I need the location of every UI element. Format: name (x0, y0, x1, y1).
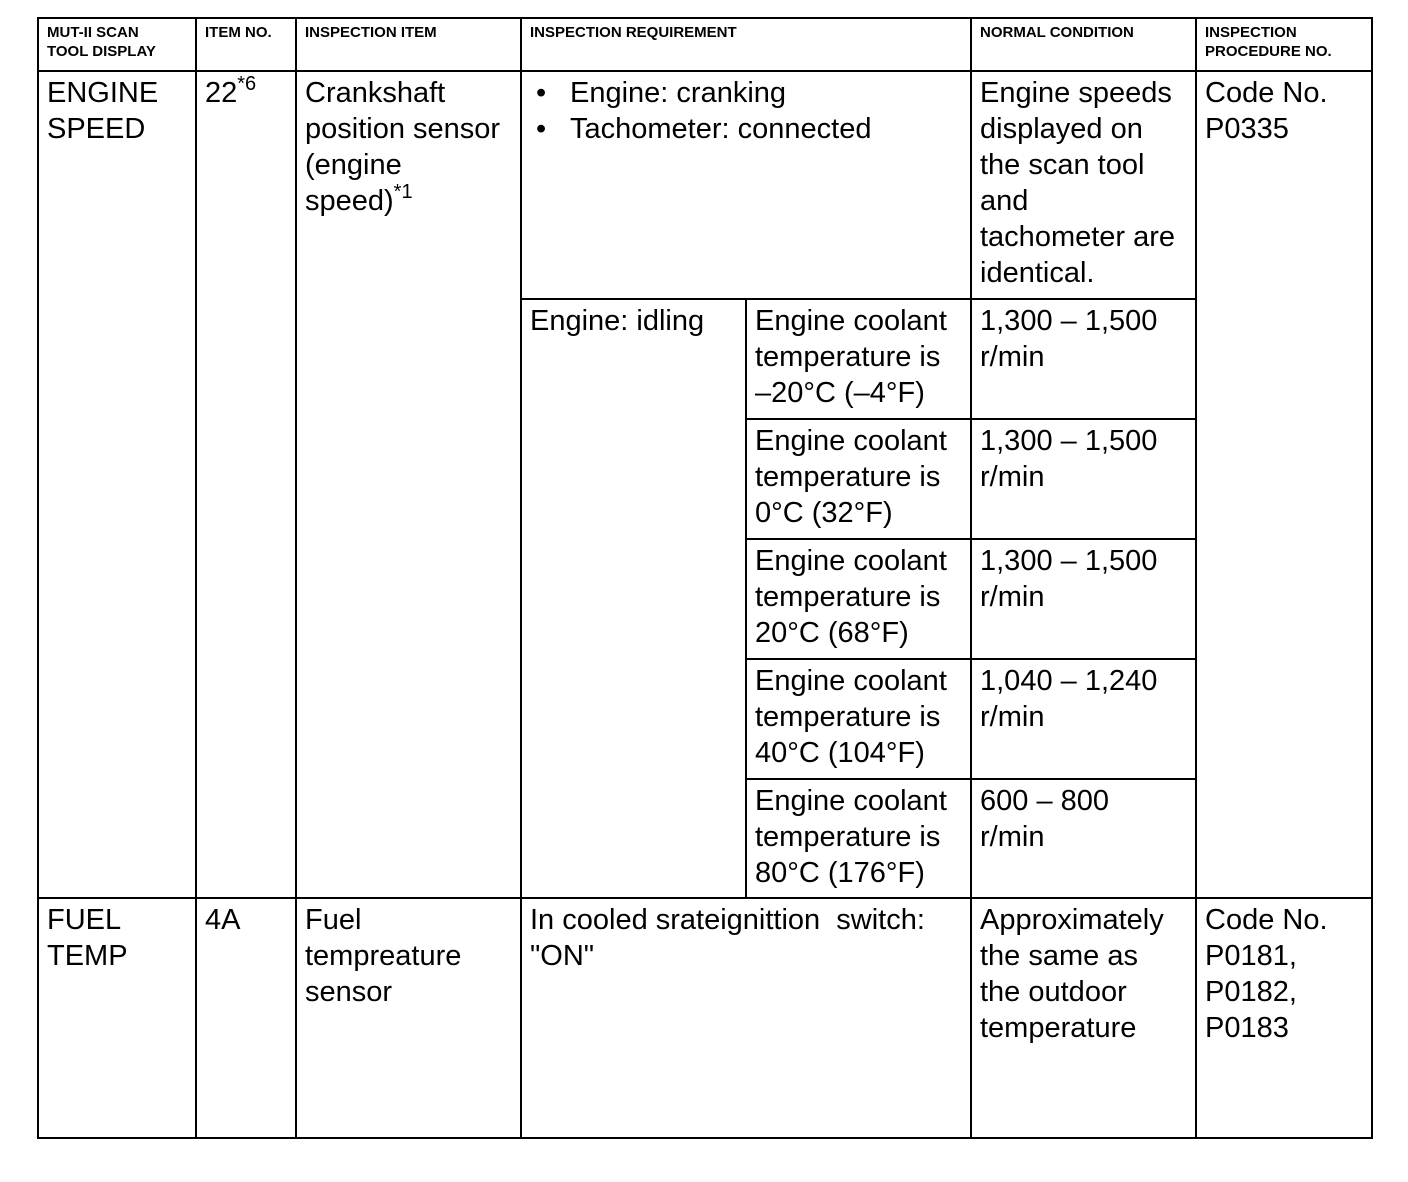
header-scan-tool-display (38, 18, 196, 71)
cell-idle-speed (971, 659, 1196, 779)
cell-line: the scan tool (980, 149, 1145, 181)
cell-line: Crankshaft (305, 77, 446, 109)
cell-line: tachometer are (980, 221, 1176, 253)
cell-line: r/min (980, 461, 1045, 493)
cell-line: Fuel (305, 904, 362, 936)
cell-line: Engine speeds (980, 77, 1172, 109)
cell-fuel-normal (971, 898, 1196, 1138)
item-last-line: speed) (305, 185, 394, 217)
cell-line: 1,040 – 1,240 (980, 665, 1158, 697)
list-item: • Tachometer: connected (570, 111, 962, 147)
cell-line: r/min (980, 341, 1045, 373)
cell-line: P0181, (1205, 940, 1297, 972)
cell-line: the outdoor (980, 976, 1127, 1008)
cell-line (305, 183, 512, 219)
cell-idle-speed (971, 779, 1196, 898)
cell-line: FUEL (47, 904, 122, 936)
cell-line: ENGINE (47, 77, 159, 109)
cell-procedure-no (1196, 898, 1372, 1138)
cell-line: tempreature (305, 940, 462, 972)
item-number: 22 (205, 77, 238, 109)
cell-line: Approximately (980, 904, 1164, 936)
cell-idle-speed (971, 539, 1196, 659)
cell-line: 600 – 800 (980, 785, 1110, 817)
header-procedure-no (1196, 18, 1372, 71)
header-row (38, 18, 1372, 71)
cell-line: displayed on (980, 113, 1143, 145)
footnote-mark: *1 (393, 181, 413, 203)
cell-line: 1,300 – 1,500 (980, 425, 1158, 457)
cell-item-no (196, 71, 296, 898)
cell-line: temperature is (755, 341, 941, 373)
cell-line: P0182, (1205, 976, 1297, 1008)
cell-coolant-condition (746, 419, 971, 539)
header-line: INSPECTION (1205, 24, 1297, 41)
cell-line: "ON" (530, 940, 595, 972)
cell-line: Engine coolant (755, 545, 947, 577)
table-row-fuel-temp (38, 898, 1372, 1138)
cell-idling-label: Engine: idling (521, 299, 746, 898)
cell-coolant-condition (746, 539, 971, 659)
cell-line: identical. (980, 257, 1095, 289)
cell-idle-speed (971, 419, 1196, 539)
cell-line: Code No. (1205, 904, 1328, 936)
cell-item-no: 4A (196, 898, 296, 1138)
cell-line: temperature is (755, 461, 941, 493)
header-item-no: ITEM NO. (196, 18, 296, 71)
header-normal-condition: NORMAL CONDITION (971, 18, 1196, 71)
cell-line: and (980, 185, 1029, 217)
cell-line: 40°C (104°F) (755, 737, 925, 769)
footnote-mark: *6 (237, 73, 257, 95)
inspection-table (37, 17, 1373, 1139)
cell-coolant-condition (746, 779, 971, 898)
cell-line: –20°C (–4°F) (755, 377, 925, 409)
list-item: • Engine: cranking (570, 75, 962, 111)
cell-line: 1,300 – 1,500 (980, 305, 1158, 337)
header-line: PROCEDURE NO. (1205, 43, 1332, 60)
header-line: TOOL DISPLAY (47, 43, 156, 60)
cell-line: temperature is (755, 581, 941, 613)
cell-inspection-item (296, 898, 521, 1138)
cell-line: P0335 (1205, 113, 1289, 145)
cell-line: position sensor (305, 113, 501, 145)
cell-line: temperature is (755, 701, 941, 733)
cell-line: 1,300 – 1,500 (980, 545, 1158, 577)
cell-inspection-item (296, 71, 521, 898)
cell-line: r/min (980, 821, 1045, 853)
cell-line: Engine coolant (755, 305, 947, 337)
cell-fuel-requirement (521, 898, 971, 1138)
cell-idle-speed (971, 299, 1196, 419)
cell-line: Engine coolant (755, 785, 947, 817)
cell-scan-display (38, 71, 196, 898)
header-inspection-item: INSPECTION ITEM (296, 18, 521, 71)
cell-line: r/min (980, 701, 1045, 733)
cell-coolant-condition (746, 659, 971, 779)
cell-line: TEMP (47, 940, 128, 972)
header-inspection-requirement: INSPECTION REQUIREMENT (521, 18, 971, 71)
cell-line: Engine coolant (755, 665, 947, 697)
cell-procedure-no (1196, 71, 1372, 898)
cell-line: Code No. (1205, 77, 1328, 109)
cell-line: 80°C (176°F) (755, 857, 925, 889)
cell-cranking-requirement (521, 71, 971, 299)
cell-line: 0°C (32°F) (755, 497, 893, 529)
cell-line: 20°C (68°F) (755, 617, 909, 649)
cell-line: sensor (305, 976, 393, 1008)
cell-line: temperature is (755, 821, 941, 853)
cell-line: temperature (980, 1012, 1137, 1044)
cell-line: SPEED (47, 113, 146, 145)
cell-scan-display (38, 898, 196, 1138)
cell-line: P0183 (1205, 1012, 1289, 1044)
cell-line: the same as (980, 940, 1138, 972)
requirement-list (530, 75, 962, 147)
cell-coolant-condition (746, 299, 971, 419)
cell-line: (engine (305, 149, 402, 181)
cell-line: Engine coolant (755, 425, 947, 457)
cell-line: In cooled srateignittion switch: (530, 904, 925, 936)
cell-cranking-normal (971, 71, 1196, 299)
table-row-engine-speed (38, 71, 1372, 299)
header-line: MUT-II SCAN (47, 24, 139, 41)
cell-line: r/min (980, 581, 1045, 613)
